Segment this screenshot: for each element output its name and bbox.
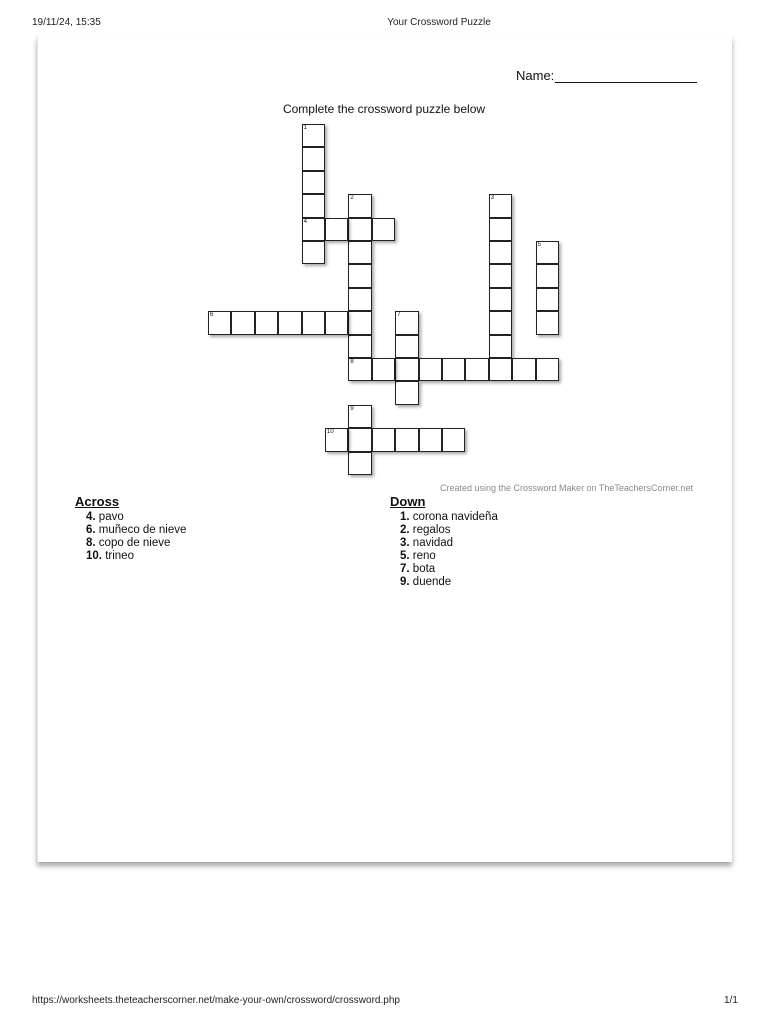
crossword-cell[interactable] — [512, 358, 535, 381]
crossword-cell[interactable] — [348, 241, 371, 264]
clue-number: 8 — [350, 359, 354, 365]
crossword-cell[interactable] — [325, 311, 348, 334]
crossword-cell[interactable] — [442, 358, 465, 381]
down-clue: 9. duende — [400, 576, 452, 588]
print-page-count: 1/1 — [724, 995, 738, 1006]
crossword-cell[interactable] — [348, 218, 371, 241]
crossword-cell[interactable] — [302, 218, 325, 241]
print-page-title: Your Crossword Puzzle — [387, 17, 491, 28]
crossword-cell[interactable] — [536, 288, 559, 311]
down-clue: 2. regalos — [400, 524, 451, 536]
crossword-cell[interactable] — [302, 241, 325, 264]
clue-number: 1 — [303, 125, 307, 131]
crossword-cell[interactable] — [465, 358, 488, 381]
crossword-cell[interactable] — [348, 358, 371, 381]
crossword-cell[interactable] — [442, 428, 465, 451]
crossword-cell[interactable] — [302, 311, 325, 334]
across-clue: 8. copo de nieve — [86, 537, 171, 549]
crossword-cell[interactable] — [489, 288, 512, 311]
crossword-cell[interactable] — [302, 194, 325, 217]
crossword-cell[interactable] — [231, 311, 254, 334]
name-field[interactable] — [516, 68, 697, 83]
print-datetime: 19/11/24, 15:35 — [32, 17, 101, 28]
crossword-cell[interactable] — [348, 311, 371, 334]
across-clue: 10. trineo — [86, 550, 134, 562]
name-blank-line[interactable] — [555, 70, 697, 83]
print-url: https://worksheets.theteacherscorner.net/make-your-own/crossword/crossword.php — [32, 995, 400, 1006]
across-clue: 4. pavo — [86, 511, 124, 523]
crossword-cell[interactable] — [348, 335, 371, 358]
crossword-cell[interactable] — [372, 428, 395, 451]
clue-number: 7 — [397, 312, 401, 319]
crossword-cell[interactable] — [395, 381, 418, 404]
down-clue: 7. bota — [400, 563, 436, 575]
crossword-cell[interactable] — [395, 311, 418, 334]
crossword-cell[interactable] — [489, 311, 512, 334]
crossword-cell[interactable] — [395, 335, 418, 358]
crossword-cell[interactable] — [325, 218, 348, 241]
crossword-cell[interactable] — [348, 452, 371, 475]
crossword-cell[interactable] — [536, 264, 559, 287]
across-clue: 6. muñeco de nieve — [86, 524, 187, 536]
crossword-cell[interactable] — [536, 241, 559, 264]
down-clue: 3. navidad — [400, 537, 454, 549]
crossword-cell[interactable] — [372, 218, 395, 241]
down-clue: 5. reno — [400, 550, 436, 562]
crossword-cell[interactable] — [302, 171, 325, 194]
crossword-cell[interactable] — [489, 358, 512, 381]
crossword-cell[interactable] — [348, 264, 371, 287]
down-clue: 1. corona navideña — [400, 511, 498, 523]
crossword-cell[interactable] — [278, 311, 301, 334]
across-clue-list — [86, 511, 186, 563]
crossword-cell[interactable] — [419, 358, 442, 381]
credit-text: Created using the Crossword Maker on TheTeachersCorner.net — [440, 483, 693, 493]
crossword-cell[interactable] — [348, 288, 371, 311]
crossword-cell[interactable] — [419, 428, 442, 451]
clue-number: 4 — [303, 218, 307, 225]
clue-number: 2 — [350, 195, 354, 202]
instructions: Complete the crossword puzzle below — [282, 102, 486, 116]
crossword-cell[interactable] — [348, 194, 371, 217]
clue-number: 3 — [490, 195, 495, 202]
clue-number: 6 — [210, 312, 214, 319]
crossword-cell[interactable] — [348, 405, 371, 428]
crossword-cell[interactable] — [395, 428, 418, 451]
down-clue-list — [400, 511, 498, 589]
clue-number: 10 — [327, 429, 334, 436]
crossword-cell[interactable] — [302, 147, 325, 170]
crossword-cell[interactable] — [372, 358, 395, 381]
across-heading: Across — [75, 494, 120, 509]
crossword-cell[interactable] — [536, 358, 559, 381]
down-heading: Down — [390, 494, 426, 509]
crossword-cell[interactable] — [348, 428, 371, 451]
crossword-cell[interactable] — [208, 311, 231, 334]
name-label: Name: — [516, 68, 555, 83]
crossword-cell[interactable] — [302, 124, 325, 147]
crossword-cell[interactable] — [489, 335, 512, 358]
crossword-cell[interactable] — [395, 358, 418, 381]
crossword-cell[interactable] — [536, 311, 559, 334]
crossword-cell[interactable] — [489, 218, 512, 241]
crossword-cell[interactable] — [489, 241, 512, 264]
clue-number: 5 — [537, 242, 541, 248]
crossword-cell[interactable] — [325, 428, 348, 451]
crossword-cell[interactable] — [489, 194, 512, 217]
clue-number: 9 — [350, 405, 354, 412]
crossword-cell[interactable] — [489, 264, 512, 287]
crossword-cell[interactable] — [255, 311, 278, 334]
